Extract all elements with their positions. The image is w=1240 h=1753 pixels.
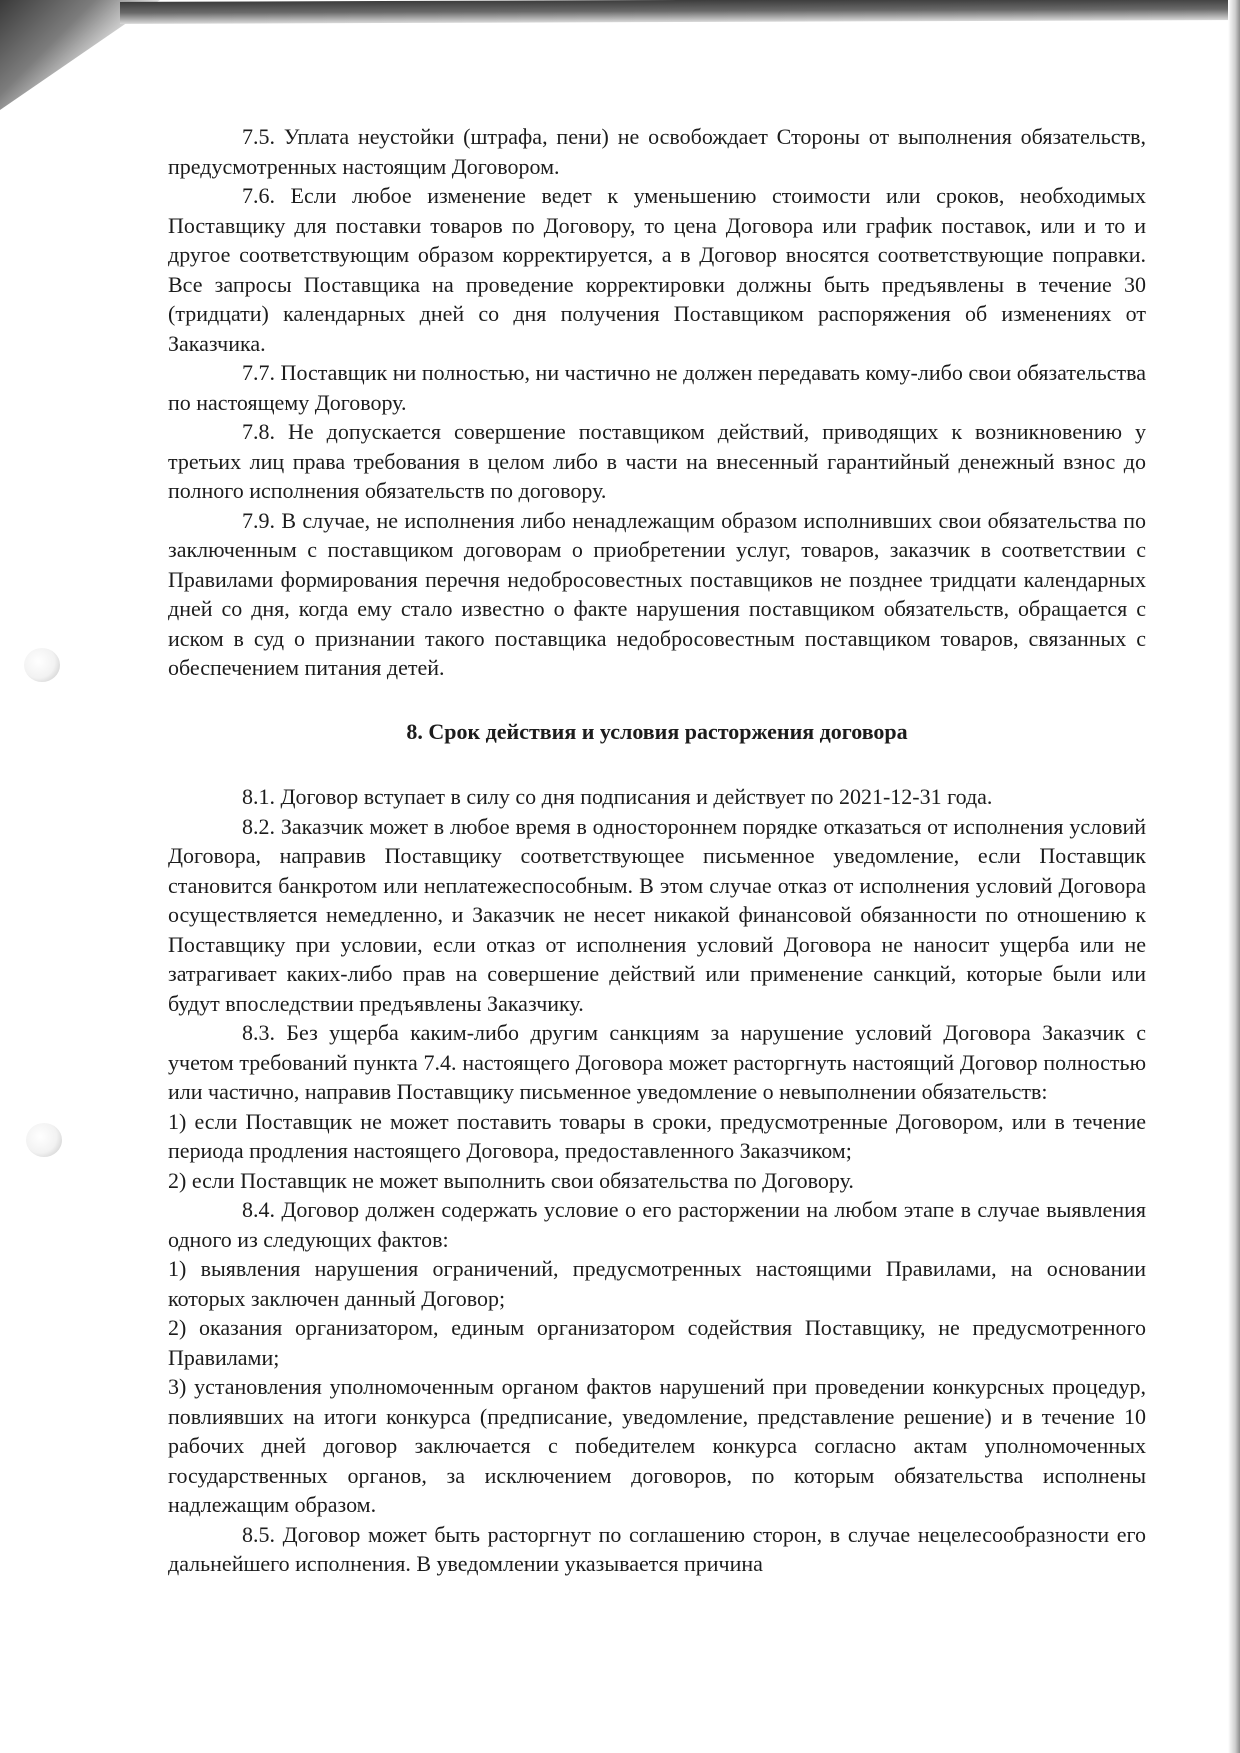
- scan-top-edge: [120, 0, 1240, 24]
- paragraph-8-2: 8.2. Заказчик может в любое время в одностороннем порядке отказаться от исполнения условий Договора, направив Поставщику соответствующее письменное уведомление, если Поставщик становится банкротом или неплатежеспособным. В этом случае отказ от исполнения условий Договора осуществляется немедленно, и Заказчик не несет никакой финансовой обязанности по отношению к Поставщику при условии, если отказ от исполнения условий Договора не наносит ущерба или не затрагивает каких-либо прав на совершение действий или применение санкций, которые были или будут впоследствии предъявлены Заказчику.: [168, 813, 1146, 1016]
- punch-hole-upper: [24, 648, 60, 682]
- paragraph-8-5: 8.5. Договор может быть расторгнут по соглашению сторон, в случае нецелесообразности его дальнейшего исполнения. В уведомлении указывается причина: [168, 1521, 1146, 1576]
- paragraph-7-5: 7.5. Уплата неустойки (штрафа, пени) не освобождает Стороны от выполнения обязательств, предусмотренных настоящим Договором.: [168, 124, 1146, 179]
- paragraph-8-3-item-1: 1) если Поставщик не может поставить товары в сроки, предусмотренные Договором, или в течение периода продления настоящего Договора, предоставленного Заказчиком;: [168, 1108, 1146, 1163]
- document-page: [168, 122, 1146, 1579]
- paragraph-8-3: 8.3. Без ущерба каким-либо другим санкциям за нарушение условий Договора Заказчик с учетом требований пункта 7.4. настоящего Договора может расторгнуть настоящий Договор полностью или частично, направив Поставщику письменное уведомление о невыполнении обязательств:: [168, 1020, 1146, 1104]
- paragraph-7-6: 7.6. Если любое изменение ведет к уменьшению стоимости или сроков, необходимых Поставщику для поставки товаров по Договору, то цена Договора или график поставок, или и то и другое соответствующим образом корректируется, а в Договор вносятся соответствующие поправки. Все запросы Поставщика на проведение корректировки должны быть предъявлены в течение 30 (тридцати) календарных дней со дня получения Поставщиком распоряжения об изменениях от Заказчика.: [168, 183, 1146, 356]
- paragraph-8-4-item-3: 3) установления уполномоченным органом фактов нарушений при проведении конкурсных процедур, повлиявших на итоги конкурса (предписание, уведомление, представление решение) и в течение 10 рабочих дней договор заключается с победителем конкурса согласно актам уполномоченных государственных органов, за исключением договоров, по которым обязательства исполнены надлежащим образом.: [168, 1374, 1146, 1517]
- paragraph-7-9: 7.9. В случае, не исполнения либо ненадлежащим образом исполнивших свои обязательства по заключенным с поставщиком договорам о приобретении услуг, товаров, заказчик в соответствии с Правилами формирования перечня недобросовестных поставщиков не позднее тридцати календарных дней со дня, когда ему стало известно о факте нарушения поставщиком обязательств, обращается с иском в суд о признании такого поставщика недобросовестным поставщиком товаров, связанных с обеспечением питания детей.: [168, 507, 1146, 680]
- paragraph-8-4: 8.4. Договор должен содержать условие о его расторжении на любом этапе в случае выявления одного из следующих фактов:: [168, 1197, 1146, 1252]
- paragraph-8-4-item-1: 1) выявления нарушения ограничений, предусмотренных настоящими Правилами, на основании которых заключен данный Договор;: [168, 1256, 1146, 1311]
- scan-right-edge: [1228, 0, 1240, 1753]
- paragraph-7-7: 7.7. Поставщик ни полностью, ни частично не должен передавать кому-либо свои обязательства по настоящему Договору.: [168, 360, 1146, 415]
- paragraph-8-3-item-2: 2) если Поставщик не может выполнить свои обязательства по Договору.: [168, 1167, 854, 1193]
- paragraph-7-8: 7.8. Не допускается совершение поставщиком действий, приводящих к возникновению у третьих лиц права требования в целом либо в части на внесенный гарантийный денежный взнос до полного исполнения обязательств по договору.: [168, 419, 1146, 503]
- paragraph-8-1: 8.1. Договор вступает в силу со дня подписания и действует по 2021-12-31 года.: [242, 784, 993, 809]
- punch-hole-lower: [26, 1123, 62, 1157]
- paragraph-8-4-item-2: 2) оказания организатором, единым организатором содействия Поставщику, не предусмотренного Правилами;: [168, 1315, 1146, 1370]
- section-8-heading: 8. Срок действия и условия расторжения договора: [406, 718, 908, 744]
